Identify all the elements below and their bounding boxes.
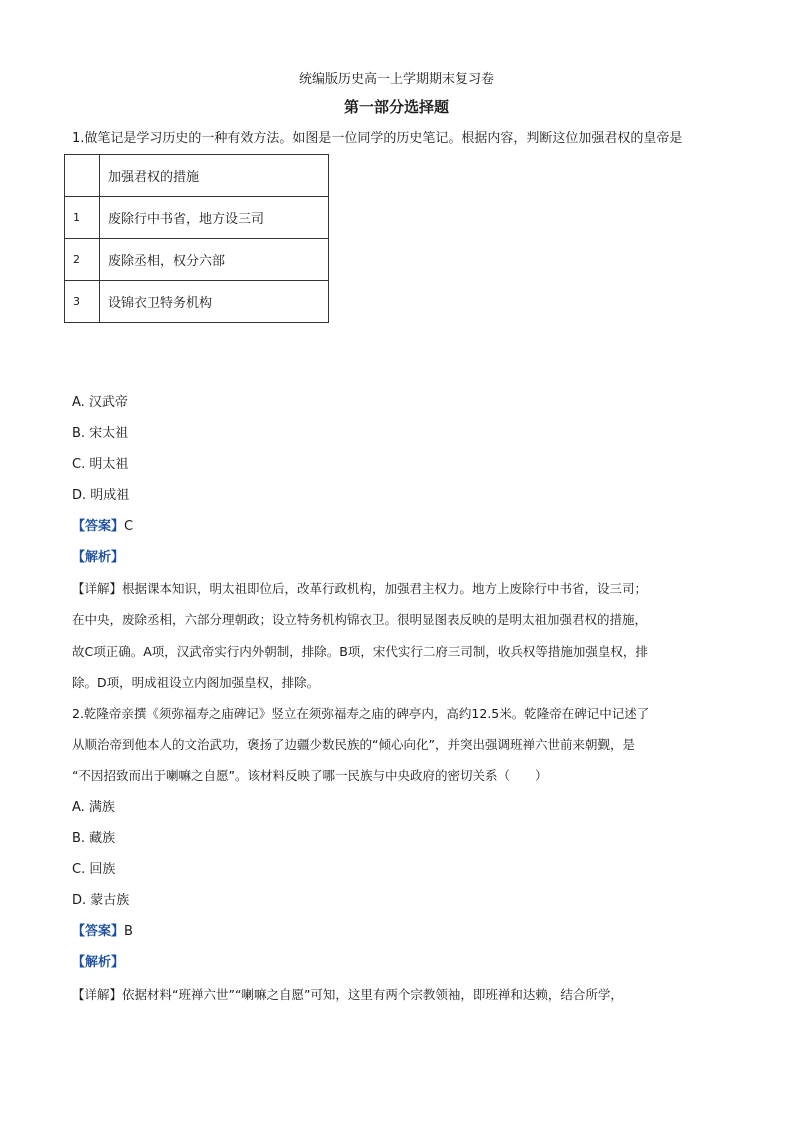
q1-detail-line-2: 在中央，废除丞相，六部分理朝政；设立特务机构锦衣卫。很明显图表反映的是明太祖加强君权的措施， — [72, 612, 648, 627]
q1-option-d: D. 明成祖 — [72, 488, 130, 503]
table-row-text: 废除丞相，权分六部 — [100, 239, 329, 281]
q1-detail-line-3: 故C项正确。A项，汉武帝实行内外朝制，排除。B项，宋代实行二府三司制，收兵权等措施加强皇权，排 — [72, 644, 648, 659]
q2-detail-line-1 — [72, 986, 623, 1004]
q2-option-c: C. 回族 — [72, 862, 116, 877]
answer-label: 【答案】 — [72, 924, 125, 939]
q1-notes-table — [64, 154, 329, 323]
table-row-number: 3 — [65, 281, 100, 323]
analysis-label: 【解析】 — [72, 550, 125, 565]
detail-label: 【详解】 — [72, 987, 123, 1002]
table-cell-empty — [65, 155, 100, 197]
detail-text: 依据材料“班禅六世”“喇嘛之自愿”可知，这里有两个宗教领袖，即班禅和达赖，结合所学， — [122, 987, 623, 1002]
table-row-text: 设锦衣卫特务机构 — [100, 281, 329, 323]
q2-stem-line-1: 2.乾隆帝亲撰《须弥福寿之庙碑记》竖立在须弥福寿之庙的碑亭内，高约12.5米。乾隆帝在碑记中记述了 — [72, 706, 650, 721]
document-subtitle: 统编版历史高一上学期期末复习卷 — [298, 72, 494, 87]
q2-option-a: A. 满族 — [72, 800, 115, 815]
q2-analysis-label — [72, 954, 124, 972]
table-row-number: 2 — [65, 239, 100, 281]
q2-option-b: B. 藏族 — [72, 831, 116, 846]
detail-label: 【详解】 — [72, 581, 123, 596]
q1-option-c: C. 明太祖 — [72, 457, 129, 472]
q2-stem-line-2: 从顺治帝到他本人的文治武功，褒扬了边疆少数民族的“倾心向化”，并突出强调班禅六世前来朝觐，是 — [72, 737, 635, 752]
table-row — [65, 281, 329, 323]
table-row-text: 废除行中书省，地方设三司 — [100, 197, 329, 239]
detail-text: 根据课本知识，明太祖即位后，改革行政机构，加强君主权力。地方上废除行中书省，设三司； — [122, 581, 648, 596]
q2-option-d: D. 蒙古族 — [72, 893, 130, 908]
table-row — [65, 197, 329, 239]
table-header-cell: 加强君权的措施 — [100, 155, 329, 197]
answer-value: C — [124, 519, 134, 534]
q1-analysis-label — [72, 549, 124, 567]
table-row-number: 1 — [65, 197, 100, 239]
answer-label: 【答案】 — [72, 519, 125, 534]
table-row — [65, 155, 329, 197]
analysis-label: 【解析】 — [72, 955, 125, 970]
table-row — [65, 239, 329, 281]
q1-option-a: A. 汉武帝 — [72, 395, 128, 410]
q1-detail-line-1 — [72, 580, 647, 598]
q1-option-b: B. 宋太祖 — [72, 426, 129, 441]
q2-stem-line-3: “不因招致而出于喇嘛之自愿”。该材料反映了哪一民族与中央政府的密切关系（ ） — [72, 768, 548, 783]
q1-stem: 1.做笔记是学习历史的一种有效方法。如图是一位同学的历史笔记。根据内容，判断这位加强君权的皇帝是 — [72, 131, 683, 146]
section-title: 第一部分选择题 — [343, 98, 449, 116]
q2-answer — [72, 923, 133, 941]
q1-detail-line-4: 除。D项，明成祖设立内阁加强皇权，排除。 — [72, 675, 320, 690]
q1-answer — [72, 518, 133, 536]
answer-value: B — [124, 924, 133, 939]
